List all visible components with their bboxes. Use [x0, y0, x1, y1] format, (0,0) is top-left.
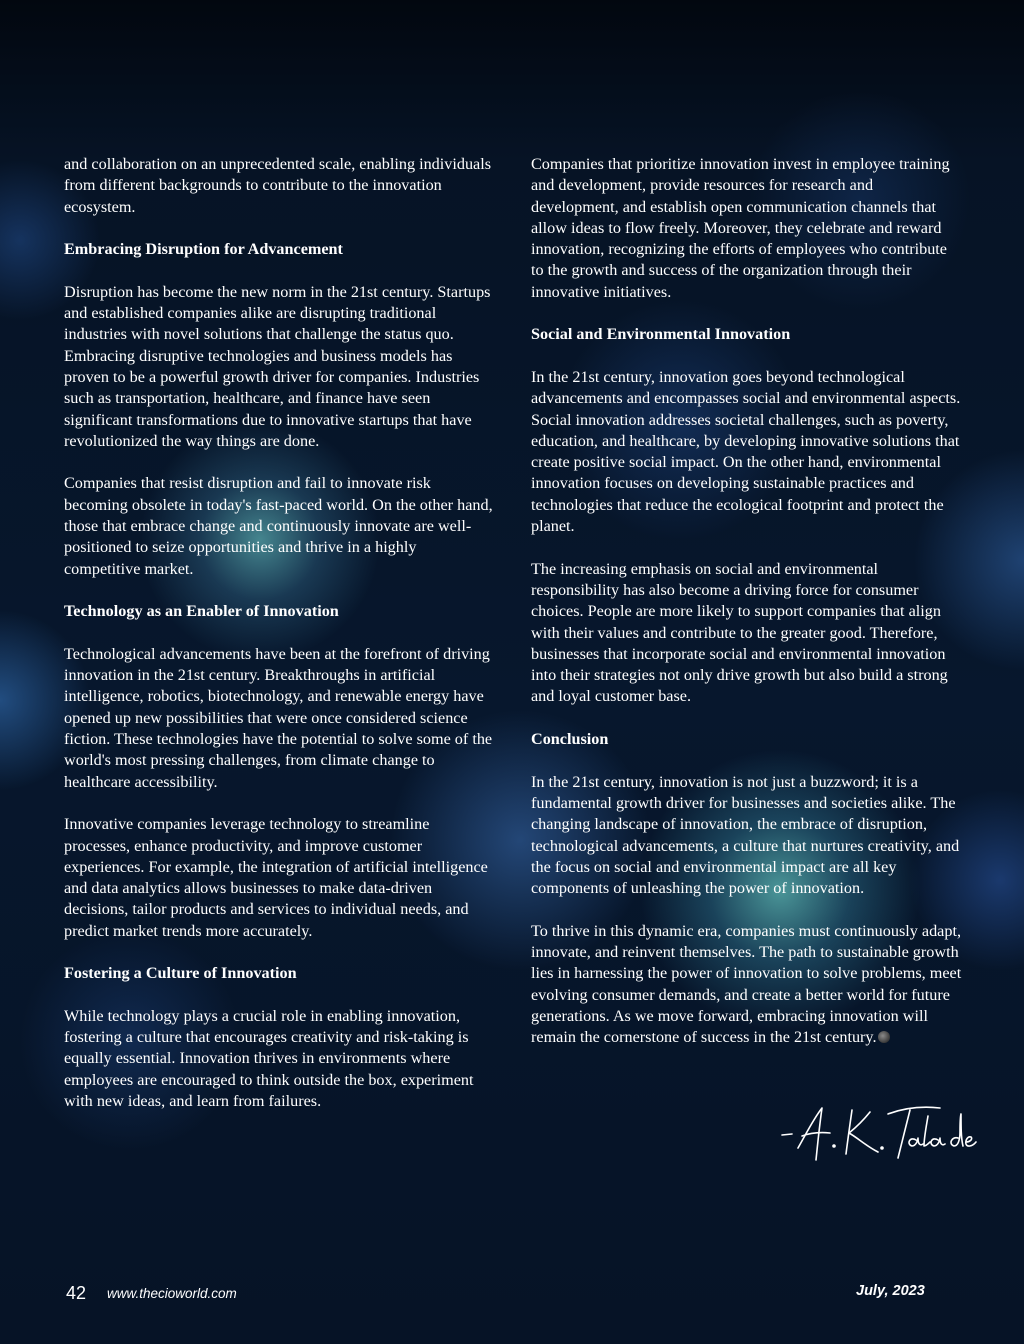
emoji-icon — [878, 1031, 890, 1043]
article-paragraph: In the 21st century, innovation goes beyond technological advancements and encompasses social and environmental aspects. Social innovation addresses societal challenges, such as poverty, education, and healthcare, by developing innovative solutions that create positive social impact. On the other hand, environmental innovation focuses on developing sustainable practices and technologies that reduce the ecological footprint and protect the planet. — [531, 367, 961, 536]
section-heading-conclusion: Conclusion — [531, 730, 609, 749]
final-paragraph-text: To thrive in this dynamic era, companies must continuously adapt, innovate, and reinvent themselves. The path to sustainable growth lies in harnessing the power of innovation to solve problems, meet evolving consumer demands, and create a better world for future generations. As we move forward, embracing innovation will remain the cornerstone of success in the 21st century. — [531, 921, 962, 1047]
footer-issue-date: July, 2023 — [856, 1283, 925, 1299]
article-paragraph: While technology plays a crucial role in enabling innovation, fostering a culture that encourages creativity and risk-taking is equally essential. Innovation thrives in environments where employees are encouraged to think outside the box, experiment with new ideas, and learn from failures. — [64, 1006, 474, 1111]
article-paragraph: and collaboration on an unprecedented scale, enabling individuals from different backgrounds to contribute to the innovation ecosystem. — [64, 155, 492, 216]
article-paragraph: In the 21st century, innovation is not just a buzzword; it is a fundamental growth driver for businesses and societies alike. The changing landscape of innovation, the embrace of disruption, technological advancements, a culture that nurtures creativity, and the focus on social and environmental impact are all key components of unleashing the power of innovation. — [531, 772, 960, 898]
handwritten-signature-icon — [780, 1102, 980, 1168]
footer-website-url: www.thecioworld.com — [107, 1286, 237, 1301]
article-paragraph: Innovative companies leverage technology to streamline processes, enhance productivity, and improve customer experiences. For example, the integration of artificial intelligence and data analytics allows businesses to make data-driven decisions, tailor products and services to individual needs, and predict market trends more accurately. — [64, 815, 488, 940]
article-left-column — [64, 154, 496, 1134]
article-paragraph: Companies that prioritize innovation invest in employee training and development, provide resources for research and development, and establish open communication channels that allow ideas to flow freely. Moreover, they celebrate and reward innovation, recognizing the efforts of employees who contribute to the growth and success of the organization through their innovative initiatives. — [531, 155, 950, 301]
section-heading-culture: Fostering a Culture of Innovation — [64, 964, 297, 983]
section-heading-technology: Technology as an Enabler of Innovation — [64, 602, 339, 621]
article-paragraph: Technological advancements have been at the forefront of driving innovation in the 21st century. Breakthroughs in artificial intelligence, robotics, biotechnology, and renewable energy have opened up new possibilities that were once considered science fiction. These technologies have the potential to solve some of the world's most pressing challenges, from climate change to healthcare accessibility. — [64, 644, 493, 791]
section-heading-social-environmental: Social and Environmental Innovation — [531, 325, 791, 344]
section-heading-disruption: Embracing Disruption for Advancement — [64, 240, 343, 259]
article-paragraph: The increasing emphasis on social and environmental responsibility has also become a driving force for consumer choices. People are more likely to support companies that align with their values and contribute to the greater good. Therefore, businesses that incorporate social and environmental innovation into their strategies not only drive growth but also build a strong and loyal customer base. — [531, 559, 948, 706]
article-paragraph: Disruption has become the new norm in the 21st century. Startups and established companies alike are disrupting traditional industries with novel solutions that challenge the status quo. Embracing disruptive technologies and business models has proven to be a powerful growth driver for companies. Industries such as transportation, healthcare, and finance have seen significant transformations due to innovative startups that have revolutionized the way things are done. — [64, 282, 491, 450]
article-paragraph: Companies that resist disruption and fail to innovate risk becoming obsolete in today's fast-paced world. On the other hand, those that embrace change and continuously innovate are well-positioned to seize opportunities and thrive in a highly competitive market. — [64, 474, 493, 578]
page-number: 42 — [66, 1283, 87, 1303]
article-paragraph-final — [531, 921, 963, 1049]
article-right-column — [531, 154, 963, 1070]
